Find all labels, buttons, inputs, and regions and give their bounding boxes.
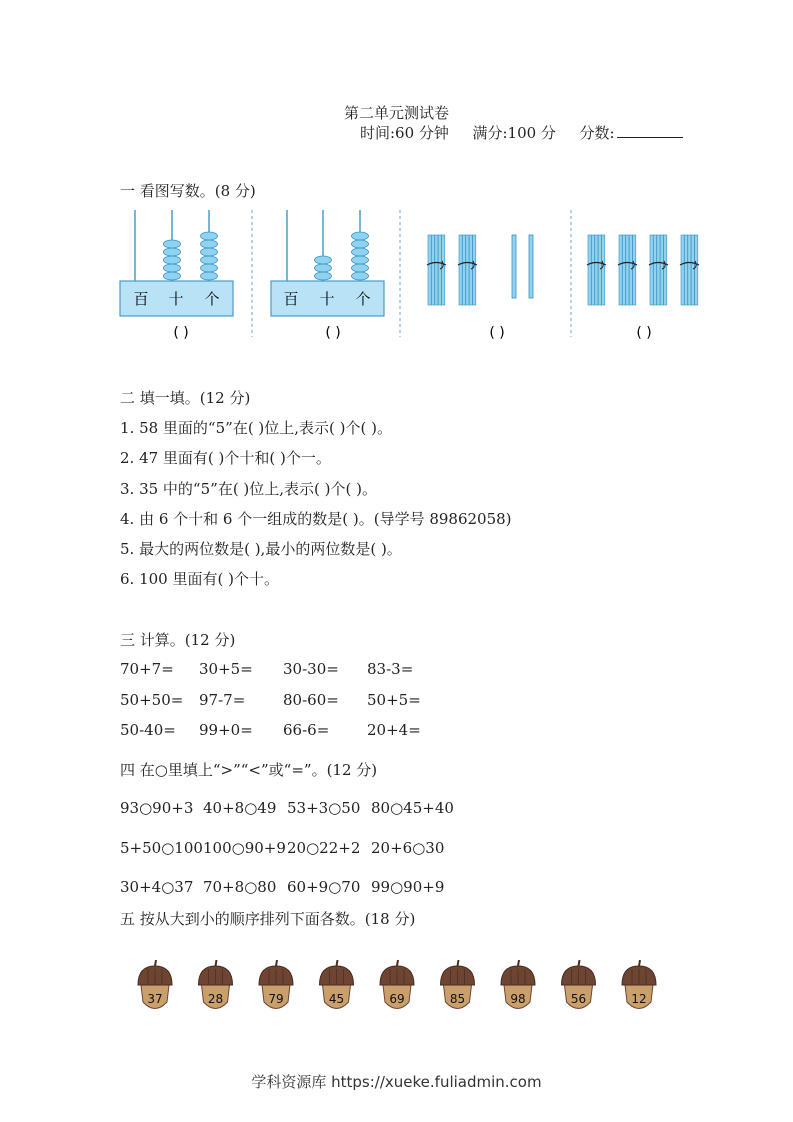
compare-2-3: 20○22+2 xyxy=(287,839,361,857)
abacus-bead xyxy=(352,232,369,240)
acorn xyxy=(562,960,596,1009)
compare-2-2: 100○90+9 xyxy=(203,839,286,857)
abacus-bead xyxy=(201,272,218,280)
score-label: 分数: xyxy=(579,124,615,142)
fill-item-1: 1. 58 里面的“5”在( )位上,表示( )个( )。 xyxy=(120,419,393,437)
fill-item-6: 6. 100 里面有( )个十。 xyxy=(120,570,279,588)
calc-1-3: 30-30= xyxy=(283,660,339,678)
abacus-bead xyxy=(315,264,332,272)
score-blank[interactable] xyxy=(617,124,683,138)
fill-item-5: 5. 最大的两位数是( ),最小的两位数是( )。 xyxy=(120,540,402,558)
calc-2-1: 50+50= xyxy=(120,691,184,709)
answer-paren-1: ( ) xyxy=(173,325,189,341)
section2-heading: 二 填一填。(12 分) xyxy=(120,389,251,407)
abacus-bead xyxy=(315,256,332,264)
acorn-number: 56 xyxy=(570,992,587,1006)
picture-strip xyxy=(115,205,710,345)
acorn-number: 12 xyxy=(631,992,647,1006)
abacus-bead xyxy=(164,272,181,280)
abacus-bead xyxy=(164,256,181,264)
exam-meta xyxy=(360,122,683,143)
calc-1-2: 30+5= xyxy=(199,660,253,678)
compare-2-1: 5+50○100 xyxy=(120,839,203,857)
acorn xyxy=(380,960,414,1009)
abacus-bead xyxy=(352,256,369,264)
section4-heading: 四 在○里填上“>”“<”或“=”。(12 分) xyxy=(120,761,378,779)
abacus-bead xyxy=(352,264,369,272)
compare-1-3: 53+3○50 xyxy=(287,799,361,817)
acorn-row xyxy=(130,958,670,1018)
acorn xyxy=(138,960,172,1009)
stick-bundle xyxy=(427,235,446,305)
abacus-1 xyxy=(120,210,233,316)
abacus-bead xyxy=(201,256,218,264)
label-ones: 个 xyxy=(204,290,220,308)
acorn xyxy=(199,960,233,1009)
calc-3-2: 99+0= xyxy=(199,721,253,739)
single-stick xyxy=(512,235,516,298)
fill-item-2: 2. 47 里面有( )个十和( )个一。 xyxy=(120,449,331,467)
acorn-number: 37 xyxy=(147,992,163,1006)
acorn-number: 69 xyxy=(389,992,405,1006)
fill-item-4: 4. 由 6 个十和 6 个一组成的数是( )。(导学号 89862058) xyxy=(120,510,512,528)
compare-1-1: 93○90+3 xyxy=(120,799,194,817)
compare-3-2: 70+8○80 xyxy=(203,878,277,896)
label-hundreds: 百 xyxy=(133,290,149,308)
acorn-number: 28 xyxy=(207,992,224,1006)
full-score: 满分:100 分 xyxy=(472,124,556,142)
time-limit: 时间:60 分钟 xyxy=(360,124,449,142)
acorn-number: 85 xyxy=(449,992,466,1006)
fill-item-3: 3. 35 中的“5”在( )位上,表示( )个( )。 xyxy=(120,480,378,498)
compare-1-4: 80○45+40 xyxy=(371,799,454,817)
calc-3-1: 50-40= xyxy=(120,721,176,739)
acorn xyxy=(622,960,656,1009)
abacus-bead xyxy=(201,264,218,272)
abacus-bead xyxy=(164,240,181,248)
abacus-bead xyxy=(201,248,218,256)
section3-heading: 三 计算。(12 分) xyxy=(120,631,236,649)
acorn xyxy=(259,960,293,1009)
abacus-bead xyxy=(315,272,332,280)
calc-2-2: 97-7= xyxy=(199,691,246,709)
abacus-bead xyxy=(352,248,369,256)
answer-paren-3: ( ) xyxy=(489,325,505,341)
stick-bundle xyxy=(618,235,637,305)
calc-1-1: 70+7= xyxy=(120,660,174,678)
answer-paren-4: ( ) xyxy=(636,325,652,341)
compare-3-3: 60+9○70 xyxy=(287,878,361,896)
acorn-number: 98 xyxy=(510,992,526,1006)
page-title: 第二单元测试卷 xyxy=(343,104,449,122)
stick-bundle xyxy=(649,235,668,305)
abacus-bead xyxy=(352,240,369,248)
compare-1-2: 40+8○49 xyxy=(203,799,277,817)
label-tens: 十 xyxy=(168,290,184,308)
compare-2-4: 20+6○30 xyxy=(371,839,445,857)
single-stick xyxy=(529,235,533,298)
stick-bundle xyxy=(458,235,477,305)
acorn-number: 79 xyxy=(268,992,284,1006)
abacus-bead xyxy=(352,272,369,280)
abacus-2 xyxy=(271,210,384,316)
acorn xyxy=(501,960,535,1009)
compare-3-1: 30+4○37 xyxy=(120,878,194,896)
abacus-bead xyxy=(164,264,181,272)
acorn xyxy=(441,960,475,1009)
calc-2-3: 80-60= xyxy=(283,691,339,709)
sticks-group-2 xyxy=(587,235,699,305)
label-tens: 十 xyxy=(319,290,335,308)
answer-paren-2: ( ) xyxy=(325,325,341,341)
calc-1-4: 83-3= xyxy=(367,660,414,678)
abacus-bead xyxy=(164,248,181,256)
stick-bundle xyxy=(587,235,606,305)
label-hundreds: 百 xyxy=(283,290,299,308)
acorn xyxy=(320,960,354,1009)
compare-3-4: 99○90+9 xyxy=(371,878,445,896)
acorn-number: 45 xyxy=(328,992,345,1006)
calc-2-4: 50+5= xyxy=(367,691,421,709)
calc-3-3: 66-6= xyxy=(283,721,330,739)
section5-heading: 五 按从大到小的顺序排列下面各数。(18 分) xyxy=(120,910,416,928)
abacus-bead xyxy=(201,240,218,248)
abacus-bead xyxy=(201,232,218,240)
footer-watermark: 学科资源库 https://xueke.fuliadmin.com xyxy=(251,1073,542,1091)
label-ones: 个 xyxy=(355,290,371,308)
sticks-group-1 xyxy=(427,235,533,305)
calc-3-4: 20+4= xyxy=(367,721,421,739)
section1-heading: 一 看图写数。(8 分) xyxy=(120,182,256,200)
stick-bundle xyxy=(680,235,699,305)
